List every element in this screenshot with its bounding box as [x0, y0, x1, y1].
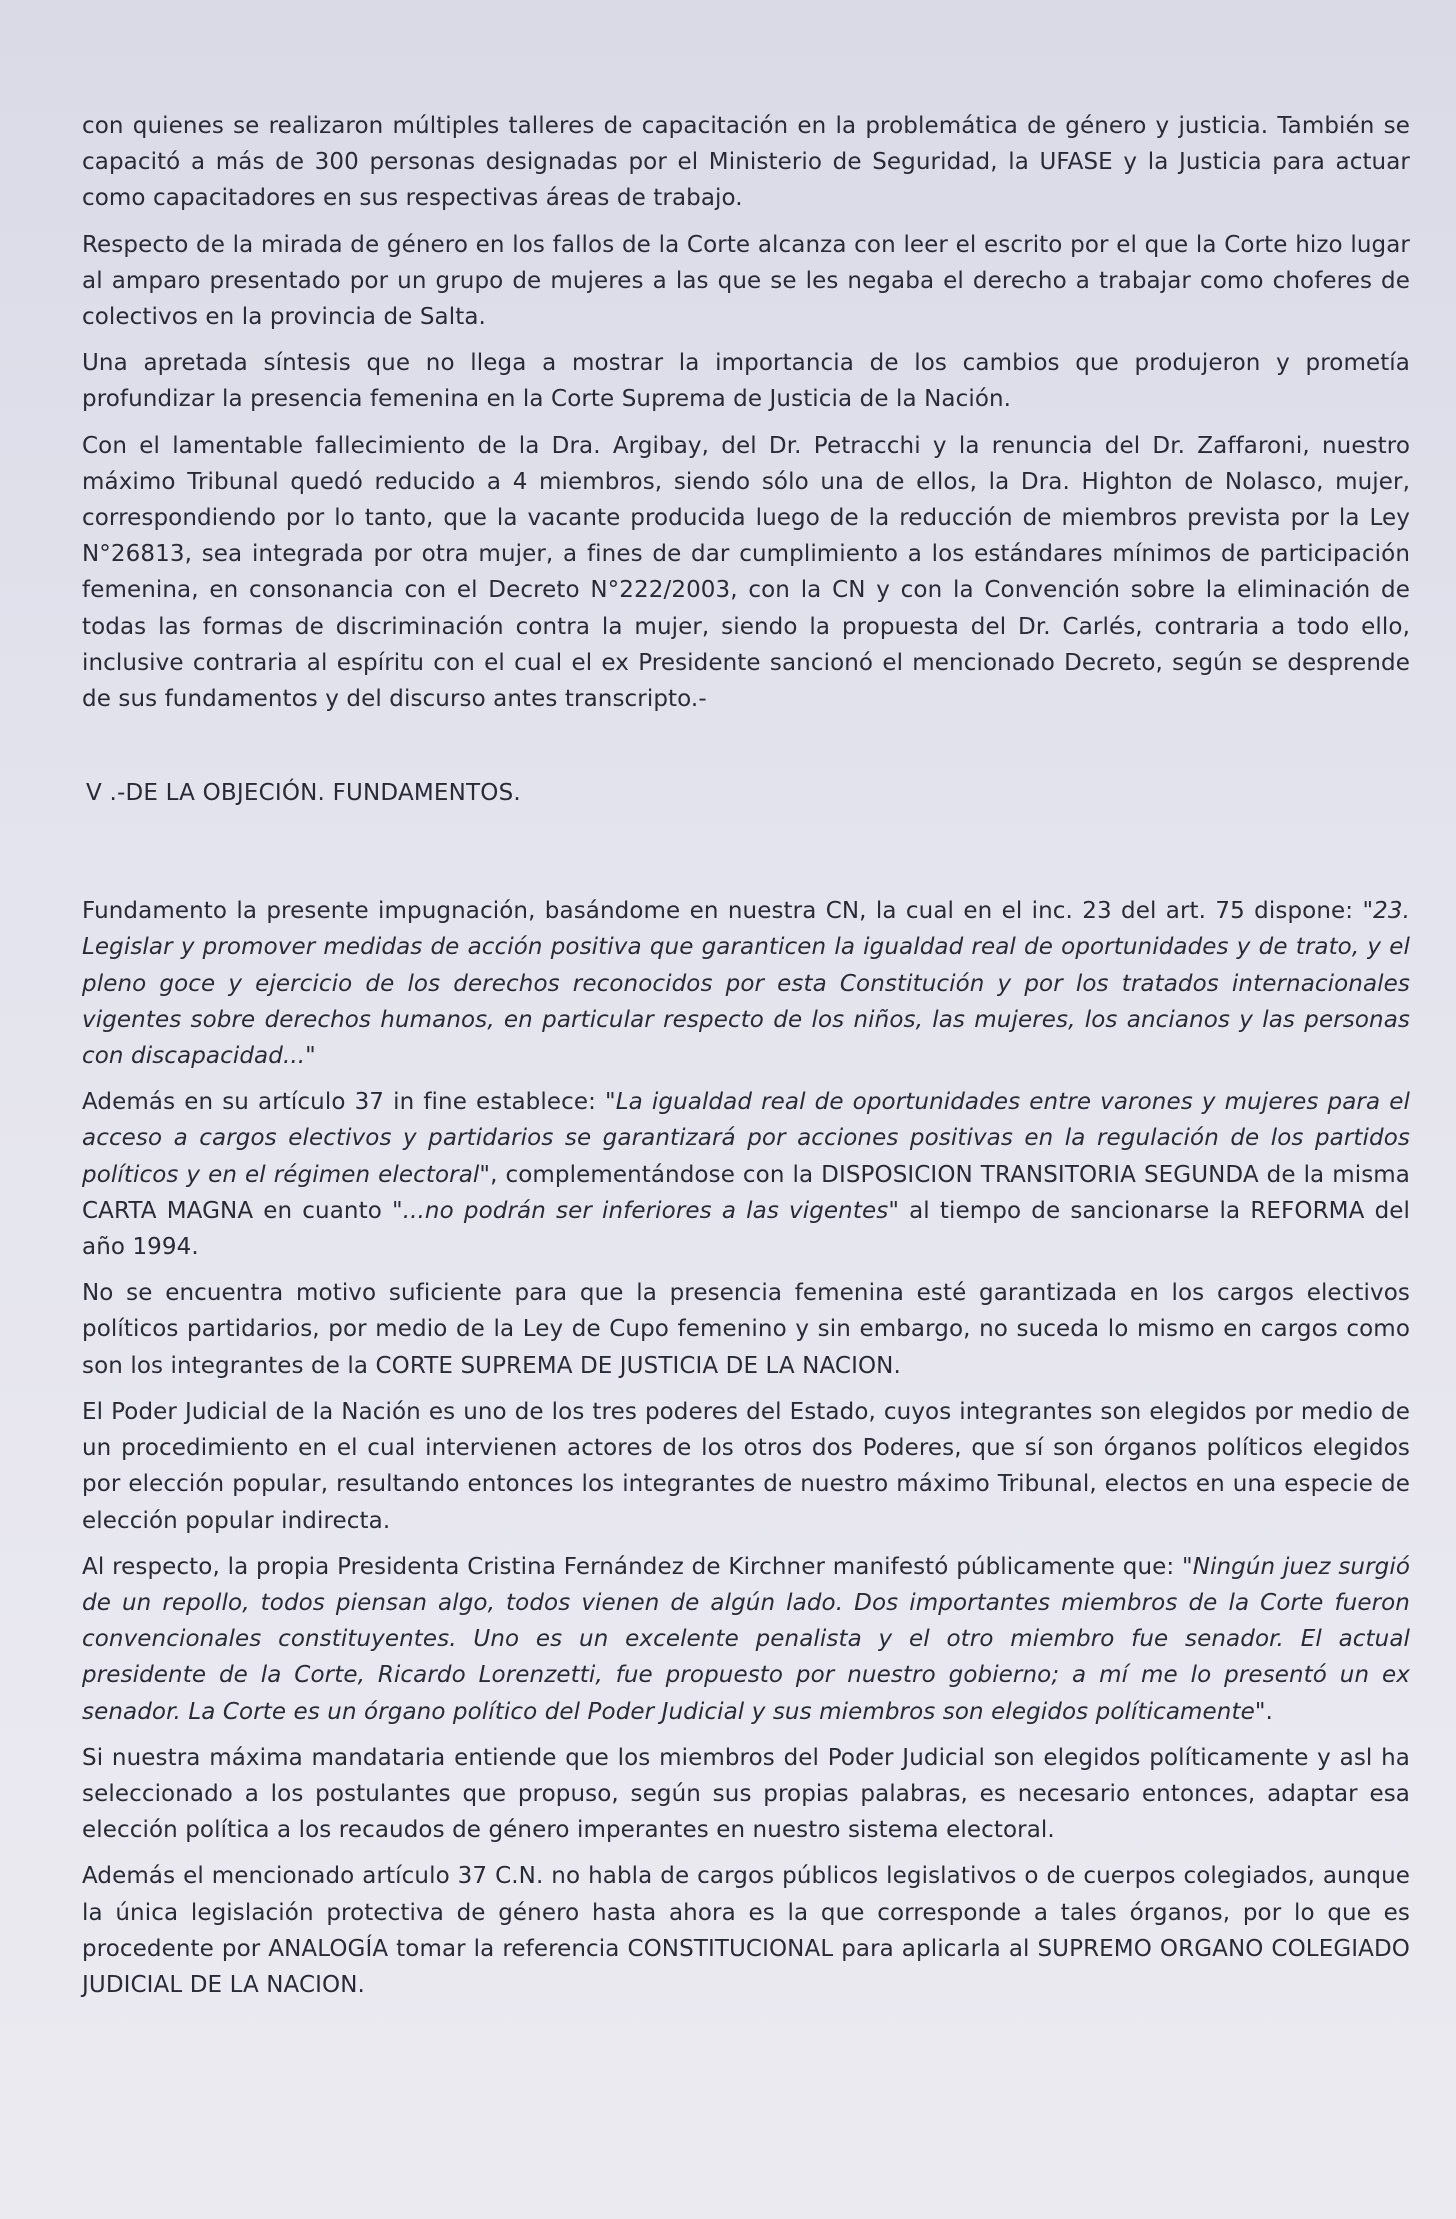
cfk-quote: Ningún juez surgió de un repollo, todos piensan algo, todos vienen de algún lado. Dos importantes miembros de la Corte fueron convencionales constituyentes. Uno es un excelente penalista y el otro miembro fue senador. El actual presidente de la Corte, Ricardo Lorenzetti, fue propuesto por nuestro gobierno; a mí me lo presentó un ex senador. La Corte es un órgano político del Poder Judicial y sus miembros son elegidos políticamente: [82, 1553, 1410, 1725]
section-heading: V .-DE LA OBJECIÓN. FUNDAMENTOS.: [86, 780, 521, 807]
paragraph-art37: [82, 1084, 1410, 1265]
paragraph-capacitacion: con quienes se realizaron múltiples talleres de capacitación en la problemática de género y justicia. También se capacitó a más de 300 personas designadas por el Ministerio de Seguridad, la UFASE y la Justicia para actuar como capacitadores en sus respectivas áreas de trabajo.: [82, 113, 1410, 212]
art37-quote-2: ...no podrán ser inferiores a las vigentes: [402, 1197, 889, 1224]
paragraph-mandataria: Si nuestra máxima mandataria entiende que los miembros del Poder Judicial son elegidos políticamente y asl ha seleccionado a los postulantes que propuso, según sus propias palabras, es necesario entonces, adaptar esa elección política a los recaudos de género imperantes en nuestro sistema electoral.: [82, 1744, 1410, 1844]
paragraph-sintesis: Una apretada síntesis que no llega a mostrar la importancia de los cambios que produjeron y prometía profundizar la presencia femenina en la Corte Suprema de Justicia de la Nación.: [82, 350, 1410, 413]
cn-quote-text: "23. Legislar y promover medidas de acción positiva que garanticen la igualdad real de oportunidades y de trato, y el pleno goce y ejercicio de los derechos reconocidos por esta Constitución y por los tratados internacionales vigentes sobre derechos humanos, en particular respecto de los niños, las mujeres, los ancianos y las personas con discapacidad...": [82, 898, 1410, 1070]
art37-text-c: " al tiempo de sancionarse la REFORMA del año 1994.: [82, 1197, 1411, 1261]
paragraph-poder-judicial: El Poder Judicial de la Nación es uno de los tres poderes del Estado, cuyos integrantes son elegidos por medio de un procedimiento en el cual intervienen actores de los otros dos Poderes, que sí son órganos políticos elegidos por elección popular, resultando entonces los integrantes de nuestro máximo Tribunal, electos en una especie de elección popular indirecta.: [82, 1398, 1410, 1534]
art37-text-a: Además en su artículo 37 in fine establece: ": [82, 1089, 616, 1116]
paragraph-presidenta: [82, 1549, 1410, 1730]
paragraph-analogia: Además el mencionado artículo 37 C.N. no habla de cargos públicos legislativos o de cuerpos colegiados, aunque la única legislación protectiva de género hasta ahora es la que corresponde a tales órganos, por lo que es procedente por ANALOGÍA tomar la referencia CONSTITUCIONAL para aplicarla al SUPREMO ORGANO COLEGIADO JUDICIAL DE LA NACION.: [82, 1863, 1410, 1998]
paragraph-fallos-corte: Respecto de la mirada de género en los fallos de la Corte alcanza con leer el escrito por el que la Corte hizo lugar al amparo presentado por un grupo de mujeres a las que se les negaba el derecho a trabajar como choferes de colectivos en la provincia de Salta.: [82, 231, 1410, 331]
cfk-text-a: Al respecto, la propia Presidenta Cristina Fernández de Kirchner manifestó públicamente que: ": [82, 1553, 1193, 1580]
cfk-text-b: ".: [1254, 1698, 1273, 1725]
paragraph-cupo: No se encuentra motivo suficiente para que la presencia femenina esté garantizada en los cargos electivos políticos partidarios, por medio de la Ley de Cupo femenino y sin embargo, no suceda lo mismo en cargos como son los integrantes de la CORTE SUPREMA DE JUSTICIA DE LA NACION.: [82, 1280, 1410, 1379]
cn-intro-text: Fundamento la presente impugnación, basándome en nuestra CN, la cual en el inc. 23 del art. 75 dispone:: [82, 898, 1354, 925]
art37-text-b: ", complementándose con la DISPOSICION TRANSITORIA SEGUNDA de la misma CARTA MAGNA en cuanto ": [82, 1161, 1410, 1224]
paragraph-vacante: Con el lamentable fallecimiento de la Dra. Argibay, del Dr. Petracchi y la renuncia del Dr. Zaffaroni, nuestro máximo Tribunal quedó reducido a 4 miembros, siendo sólo una de ellos, la Dra. Highton de Nolasco, mujer, correspondiendo por lo tanto, que la vacante producida luego de la reducción de miembros prevista por la Ley N°26813, sea integrada por otra mujer, a fines de dar cumplimiento a los estándares mínimos de participación femenina, en consonancia con el Decreto N°222/2003, con la CN y con la Convención sobre la eliminación de todas las formas de discriminación contra la mujer, siendo la propuesta del Dr. Carlés, contraria a todo ello, inclusive contraria al espíritu con el cual el ex Presidente sancionó el mencionado Decreto, según se desprende de sus fundamentos y del discurso antes transcripto.-: [82, 432, 1410, 713]
art37-quote: La igualdad real de oportunidades entre varones y mujeres para el acceso a cargos electivos y partidarios se garantizará por acciones positivas en la regulación de los partidos políticos y en el régimen electoral: [82, 1089, 1410, 1188]
paragraph-cn-inc23: [82, 893, 1410, 1074]
